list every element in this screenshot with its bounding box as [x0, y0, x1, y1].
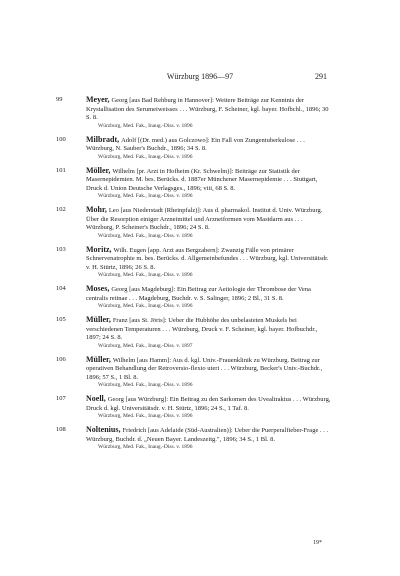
citation: Adolf [(Dr. med.) aus Golczowo]: Ein Fall von Zungentuberkulose . . . Würzburg, N. Sauber's Buchdr., 1896; 34 S. 8. — [86, 136, 305, 152]
entry-text — [86, 316, 332, 343]
list-item — [56, 96, 332, 130]
page-number: 291 — [315, 72, 327, 81]
entry-number: 106 — [56, 355, 66, 363]
entry-number: 107 — [56, 395, 66, 402]
entry-text — [86, 206, 332, 233]
running-header-title: Würzburg 1896—97 — [166, 72, 234, 81]
list-item — [56, 285, 332, 310]
citation: Georg [aus Bad Rehburg in Hannover]: Weitere Beiträge zur Kenntnis der Krystallisation des Serumeiweisses . . . Würzburg, F. Scheiner, kgl. bayer. Hofbchl., 1896; 30 S. 8. — [86, 97, 329, 121]
bibliography-list — [56, 96, 332, 457]
dissertation-note: Würzburg, Med. Fak., Inaug.-Diss. v. 1896 — [98, 232, 193, 239]
entry-text — [86, 96, 332, 123]
citation: Franz [aus St. Jöris]: Ueber die Hubhöhe des unbelasteten Muskels bei verschiedenen Temperaturen . . . Würzburg, Druck v. F. Scheiner, kgl. bayer. Hofbuchdr., 1897; 24 S. 8. — [86, 317, 318, 341]
entry-number: 99 — [56, 96, 63, 103]
dissertation-note: Würzburg, Med. Fak., Inaug.-Diss. v. 1896 — [98, 303, 193, 309]
entry-number: 100 — [56, 135, 66, 143]
entry-number: 105 — [56, 316, 66, 323]
entry-text — [86, 167, 332, 194]
entry-text — [86, 246, 332, 273]
citation: Wilh. Eugen [app. Arzt aus Bergzabern]: Zwanzig Fälle von primärer Schnervenatrophie m. bes. Berücks. d. Allgemeinbefundes . . . Würzburg, kgl. Universitätsdr. v. H. Stürtz, 1896; 26 S. 8. — [86, 246, 329, 271]
list-item — [56, 206, 332, 240]
list-item — [56, 246, 332, 280]
author-name: Möller, — [86, 165, 111, 175]
author-name: Müller, — [86, 354, 111, 364]
dissertation-note: Würzburg, Med. Fak., Inaug.-Diss. v. 1896 — [98, 153, 193, 160]
author-name: Mohr, — [86, 205, 107, 214]
entry-text — [86, 395, 332, 413]
entry-number: 102 — [56, 206, 66, 213]
citation: Friedrich [aus Adelaide (Süd-Australien)]: Ueber die Puerperalfieber-Frage . . . Würzburg, Buchdr. d. „Neuen Bayer. Landeszeitg.", 1896; 34 S., 1 Bl. 8. — [86, 427, 329, 443]
list-item — [56, 426, 332, 451]
dissertation-note: Würzburg, Med. Fak., Inaug.-Diss. v. 1896 — [98, 444, 193, 450]
citation: Wilhelm [aus Hamm]: Aus d. kgl. Univ.-Frauenklinik zu Würzburg. Beitrag zur operativen Behandlung der Retroversio-flexio uteri . . . Würzburg, Becker's Univ.-Buchdr., 1896; 57 S., 1 Bl. 8. — [86, 356, 323, 381]
citation: Georg [aus Magdeburg]: Ein Beitrag zur Aetiologie der Thrombose der Vena centralis retinae . . . Magdeburg, Buchdr. v. S. Salinger, 1896; 2 Bl., 31 S. 8. — [86, 286, 311, 302]
author-name: Müller, — [86, 315, 111, 324]
entry-number: 101 — [56, 166, 66, 174]
author-name: Milbradt, — [86, 134, 120, 144]
author-name: Moses, — [86, 284, 110, 293]
list-item — [56, 316, 332, 350]
entry-number: 103 — [56, 245, 66, 253]
dissertation-note: Würzburg, Med. Fak., Inaug.-Diss. v. 1896 — [98, 193, 193, 199]
list-item — [56, 395, 332, 420]
dissertation-note: Würzburg, Med. Fak., Inaug.-Diss. v. 1896 — [98, 382, 193, 388]
entry-number: 108 — [56, 426, 66, 433]
entry-text — [86, 285, 332, 303]
list-item — [56, 167, 332, 201]
entry-text — [86, 356, 332, 383]
entry-text — [86, 136, 332, 154]
citation: Wilhelm [pr. Arzt in Hofheim (Kr. Schwelm)]: Beiträge zur Statistik der Masernepidemien. M. bes. Berücks. d. 1887er Münchener Masernepidemie . . . Stuttgart, Druck d. Union Deutsche Verlagsges., 1896; viii, 68 S. 8. — [86, 167, 318, 192]
author-name: Noell, — [86, 394, 106, 403]
dissertation-note: Würzburg, Med. Fak., Inaug.-Diss. v. 1897 — [98, 342, 193, 349]
running-header — [0, 71, 400, 83]
author-name: Moritz, — [86, 244, 112, 254]
entry-text — [86, 426, 332, 444]
citation: Georg [aus Würzburg]: Ein Beitrag zu den Sarkomen des Uvealtraktus . . . Würzburg, Druck d. kgl. Universitätsdr. v. H. Stürtz, 1896; 24 S., 1 Taf. 8. — [86, 396, 331, 412]
signature-mark: 19* — [313, 540, 322, 546]
author-name: Meyer, — [86, 95, 110, 104]
author-name: Noltenius, — [86, 425, 121, 434]
citation: Leo [aus Niederstadt (Rheinpfalz)]: Aus d. pharmakol. Institut d. Univ. Würzburg. Über die Resorption einiger Arzneimittel und Arzneiformen vom Mastdarm aus . . . Würzburg, P. Scheiner's Buchdr., 1896; 24 S. 8. — [86, 207, 323, 231]
entry-number: 104 — [56, 285, 66, 292]
list-item — [56, 356, 332, 390]
dissertation-note: Würzburg, Med. Fak., Inaug.-Diss. v. 1896 — [98, 122, 193, 129]
dissertation-note: Würzburg, Med. Fak., Inaug.-Diss. v. 1896 — [98, 413, 193, 419]
dissertation-note: Würzburg, Med. Fak., Inaug.-Diss. v. 1896 — [98, 272, 193, 278]
list-item — [56, 136, 332, 161]
